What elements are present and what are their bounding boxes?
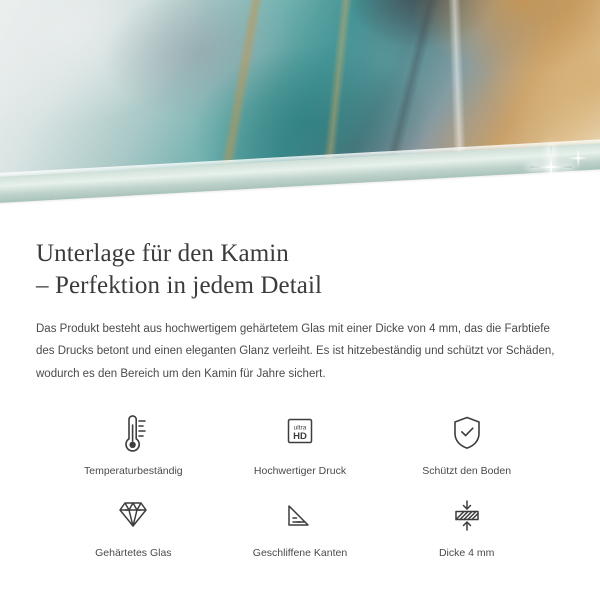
polished-edges-icon [279,493,321,539]
thermometer-icon [112,411,154,457]
feature-temperature-resistant [50,411,217,479]
feature-thickness [383,493,550,561]
feature-label: Temperaturbeständig [84,465,183,478]
feature-label: Dicke 4 mm [438,546,495,559]
ultra-hd-icon [279,411,321,457]
feature-label: Geschliffene Kanten [252,546,348,559]
page-title [36,238,564,302]
description-paragraph: Das Produkt besteht aus hochwertigem gehärtetem Glas mit einer Dicke von 4 mm, das die Farbtiefe des Drucks betont und einen eleganten Glanz verleiht. Es ist hitzebeständig und schützt vor Schäden, wodurch es den Bereich um den Kamin für Jahre sichert. [36,323,555,380]
svg-text:HD: HD [293,431,307,443]
feature-protects-floor [383,411,550,479]
feature-polished-edges [217,493,384,561]
diamond-icon [112,493,154,539]
svg-text:ultra: ultra [293,424,307,432]
feature-label: Schützt den Boden [422,465,512,478]
content-section [0,212,600,561]
feature-grid [36,411,564,560]
thickness-icon [446,493,488,539]
page-title-line-2: – Perfektion in jedem Detail [36,272,323,299]
hero-image [0,0,600,212]
feature-tempered-glass [50,493,217,561]
feature-high-quality-print [217,411,384,479]
feature-label: Gehärtetes Glas [95,546,172,559]
shield-check-icon [446,411,488,457]
feature-label: Hochwertiger Druck [253,465,347,478]
page-title-line-1: Unterlage für den Kamin [36,240,289,267]
